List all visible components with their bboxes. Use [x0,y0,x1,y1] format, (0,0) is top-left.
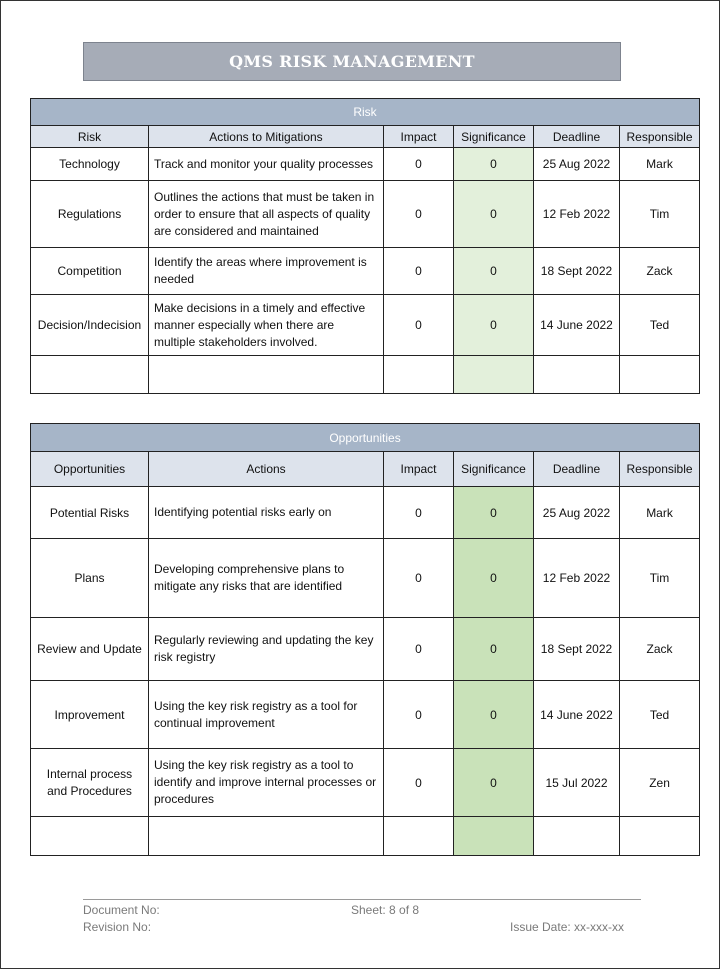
responsible-cell: Tim [620,539,700,618]
opportunities-table [30,423,700,856]
column-header: Significance [454,126,534,148]
column-header: Impact [384,452,454,487]
column-header: Deadline [534,126,620,148]
risk-cell: Technology [31,148,149,181]
opportunity-cell: Improvement [31,681,149,749]
table-row [31,681,700,749]
document-title-bar [83,42,621,81]
opportunities-banner: Opportunities [31,424,700,452]
column-header: Opportunities [31,452,149,487]
document-number-label: Document No: [83,903,160,917]
deadline-cell: 25 Aug 2022 [534,148,620,181]
significance-cell: 0 [454,487,534,539]
responsible-cell [620,817,700,856]
responsible-cell: Ted [620,295,700,356]
column-header: Impact [384,126,454,148]
opportunity-cell [31,817,149,856]
deadline-cell: 25 Aug 2022 [534,487,620,539]
significance-cell: 0 [454,248,534,295]
action-cell: Identifying potential risks early on [149,487,384,539]
impact-cell: 0 [384,749,454,817]
table-row [31,539,700,618]
impact-cell: 0 [384,148,454,181]
responsible-cell: Mark [620,148,700,181]
significance-cell: 0 [454,618,534,681]
responsible-cell: Tim [620,181,700,248]
column-header: Actions [149,452,384,487]
responsible-cell: Zack [620,618,700,681]
table-row [31,487,700,539]
footer-divider [83,899,641,900]
deadline-cell: 12 Feb 2022 [534,539,620,618]
significance-cell: 0 [454,181,534,248]
risk-cell: Regulations [31,181,149,248]
table-row [31,148,700,181]
risk-header-row [31,126,700,148]
responsible-cell: Mark [620,487,700,539]
opportunities-header-row [31,452,700,487]
impact-cell: 0 [384,181,454,248]
sheet-number: Sheet: 8 of 8 [351,903,420,917]
action-cell: Regularly reviewing and updating the key risk registry [149,618,384,681]
table-row [31,181,700,248]
opportunity-cell: Potential Risks [31,487,149,539]
impact-cell: 0 [384,681,454,749]
deadline-cell: 15 Jul 2022 [534,749,620,817]
column-header: Risk [31,126,149,148]
risk-cell: Competition [31,248,149,295]
opportunity-cell: Internal process and Procedures [31,749,149,817]
risk-cell: Decision/Indecision [31,295,149,356]
deadline-cell: 14 June 2022 [534,681,620,749]
impact-cell: 0 [384,248,454,295]
table-row [31,817,700,856]
action-cell: Developing comprehensive plans to mitigate any risks that are identified [149,539,384,618]
significance-cell: 0 [454,295,534,356]
table-row [31,248,700,295]
impact-cell: 0 [384,539,454,618]
action-cell: Track and monitor your quality processes [149,148,384,181]
revision-number-label: Revision No: [83,920,152,934]
impact-cell: 0 [384,618,454,681]
deadline-cell: 18 Sept 2022 [534,248,620,295]
action-cell: Make decisions in a timely and effective manner especially when there are multiple stakeholders involved. [149,295,384,356]
column-header: Deadline [534,452,620,487]
action-cell [149,817,384,856]
action-cell: Using the key risk registry as a tool to identify and improve internal processes or procedures [149,749,384,817]
significance-cell: 0 [454,749,534,817]
action-cell: Outlines the actions that must be taken in order to ensure that all aspects of quality are considered and maintained [149,181,384,248]
deadline-cell: 12 Feb 2022 [534,181,620,248]
table-row [31,295,700,356]
risk-banner: Risk [31,99,700,126]
opportunities-banner-row [31,424,700,452]
action-cell: Using the key risk registry as a tool for continual improvement [149,681,384,749]
opportunity-cell: Plans [31,539,149,618]
opportunity-cell: Review and Update [31,618,149,681]
deadline-cell [534,817,620,856]
table-row [31,356,700,394]
table-row [31,749,700,817]
impact-cell: 0 [384,295,454,356]
table-row [31,618,700,681]
document-title: QMS RISK MANAGEMENT [229,52,475,71]
significance-cell: 0 [454,148,534,181]
risk-cell [31,356,149,394]
deadline-cell [534,356,620,394]
impact-cell [384,356,454,394]
impact-cell: 0 [384,487,454,539]
significance-cell [454,817,534,856]
deadline-cell: 18 Sept 2022 [534,618,620,681]
impact-cell [384,817,454,856]
responsible-cell: Ted [620,681,700,749]
responsible-cell: Zen [620,749,700,817]
action-cell [149,356,384,394]
responsible-cell [620,356,700,394]
responsible-cell: Zack [620,248,700,295]
significance-cell: 0 [454,681,534,749]
deadline-cell: 14 June 2022 [534,295,620,356]
column-header: Responsible [620,452,700,487]
significance-cell [454,356,534,394]
risk-table [30,98,700,394]
action-cell: Identify the areas where improvement is needed [149,248,384,295]
risk-banner-row [31,99,700,126]
issue-date: Issue Date: xx-xxx-xx [510,920,625,934]
significance-cell: 0 [454,539,534,618]
column-header: Responsible [620,126,700,148]
column-header: Significance [454,452,534,487]
column-header: Actions to Mitigations [149,126,384,148]
